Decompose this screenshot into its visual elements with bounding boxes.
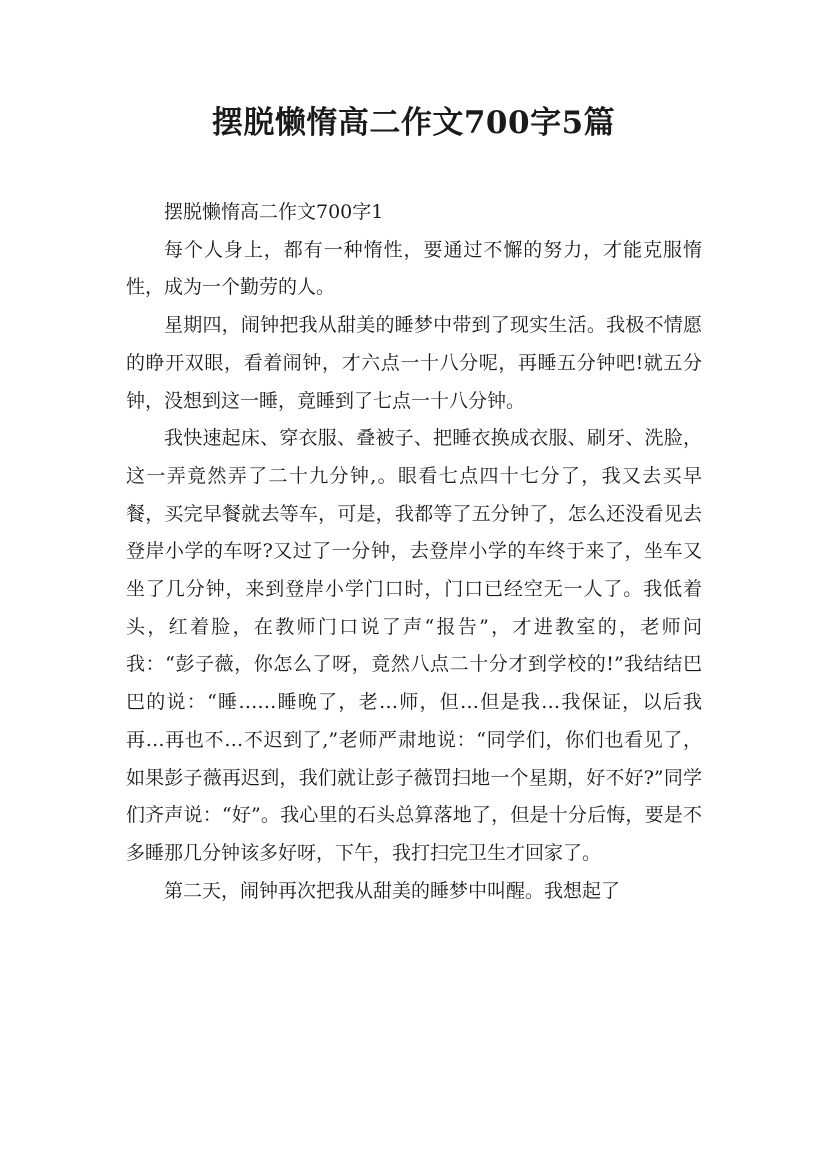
document-title: 摆脱懒惰高二作文700字5篇: [211, 105, 616, 141]
paragraph: 第二天，闹钟再次把我从甜美的睡梦中叫醒。我想起了: [164, 879, 621, 902]
document-body: [126, 194, 702, 910]
paragraph: 星期四，闹钟把我从甜美的睡梦中带到了现实生活。我极不情愿的睁开双眼，看着闹钟，才六点一十八分呢，再睡五分钟吧!就五分钟，没想到这一睡，竟睡到了七点一十八分钟。: [126, 314, 702, 412]
paragraph: 每个人身上，都有一种惰性，要通过不懈的努力，才能克服惰性，成为一个勤劳的人。: [126, 238, 702, 299]
section-heading: 摆脱懒惰高二作文700字1: [164, 201, 384, 223]
paragraph: 我快速起床、穿衣服、叠被子、把睡衣换成衣服、刷牙、洗脸，这一弄竟然弄了二十九分钟,。眼看七点四十七分了，我又去买早餐，买完早餐就去等车，可是，我都等了五分钟了，怎么还没看见去登岸小学的车呀?又过了一分钟，去登岸小学的车终于来了，坐车又坐了几分钟，来到登岸小学门口时，门口已经空无一人了。我低着头，红着脸，在教师门口说了声“报告”，才进教室的，老师问我：“彭子薇，你怎么了呀，竟然八点二十分才到学校的!”我结结巴巴的说：“睡……睡晚了，老…师，但…但是我…我保证，以后我再…再也不…不迟到了,”老师严肃地说：“同学们，你们也看见了，如果彭子薇再迟到，我们就让彭子薇罚扫地一个星期，好不好?”同学们齐声说：“好”。我心里的石头总算落地了，但是十分后悔，要是不多睡那几分钟该多好呀，下午，我打扫完卫生才回家了。: [126, 427, 702, 864]
